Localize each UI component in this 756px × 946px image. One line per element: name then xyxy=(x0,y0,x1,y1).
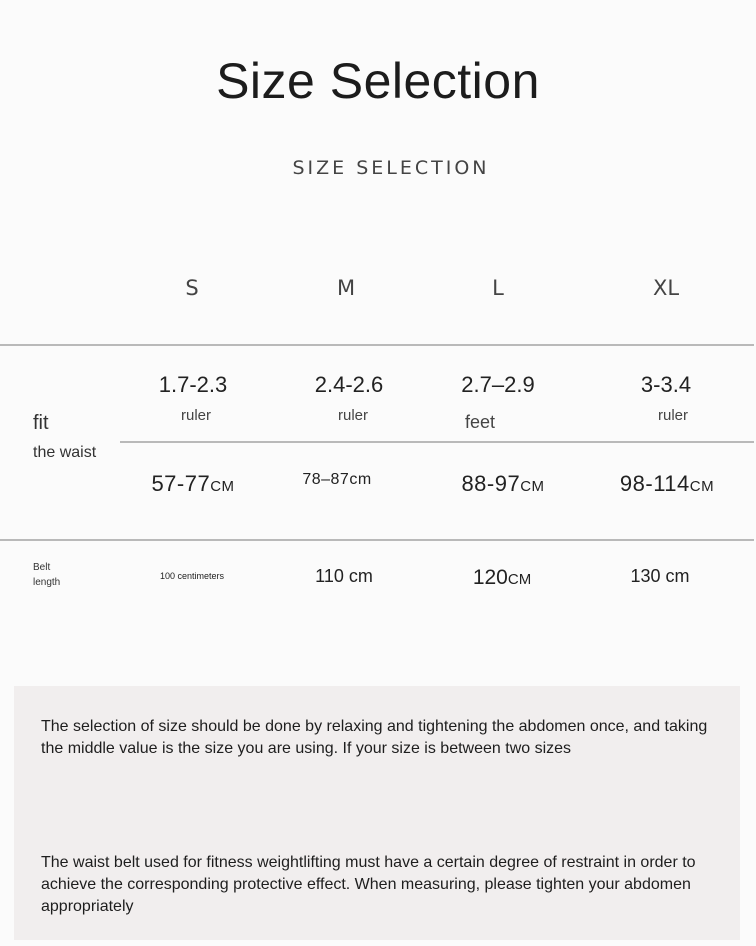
page-title: Size Selection xyxy=(216,53,540,109)
range-xl: 3-3.4 xyxy=(640,372,692,397)
waist-xl-value: 98-114 xyxy=(619,471,690,496)
row-label-belt: Belt xyxy=(33,562,51,573)
unit-l: feet xyxy=(464,412,496,432)
unit-xl: ruler xyxy=(657,407,688,424)
waist-l-unit: CM xyxy=(520,478,545,495)
waist-s-value: 57-77 xyxy=(151,471,211,496)
waist-s xyxy=(113,471,273,497)
table-divider-bottom xyxy=(0,539,754,541)
size-header-s: S xyxy=(185,276,199,300)
belt-l xyxy=(432,566,572,590)
belt-xl-value: 130 cm xyxy=(630,566,690,586)
range-l: 2.7–2.9 xyxy=(461,372,535,397)
range-m: 2.4-2.6 xyxy=(314,372,384,397)
belt-l-value: 120 xyxy=(472,566,508,589)
row-label-length: length xyxy=(33,577,61,588)
belt-m-value: 110 cm xyxy=(315,566,373,586)
note-size-advice: The selection of size should be done by relaxing and tightening the abdomen once, and taking the middle value is the size you are using. If your size is between two sizes xyxy=(41,718,708,757)
belt-s-value: 100 centimeters xyxy=(159,571,225,581)
table-divider-top xyxy=(0,344,754,346)
size-header-m: M xyxy=(336,276,356,300)
row-label-fit: fit xyxy=(33,412,49,434)
unit-m: ruler xyxy=(337,407,368,424)
size-header-xl: XL xyxy=(652,276,680,300)
waist-l xyxy=(423,471,583,497)
row-label-waist: the waist xyxy=(33,444,97,461)
belt-xl xyxy=(590,566,730,587)
waist-xl xyxy=(587,471,747,497)
belt-s xyxy=(122,566,262,583)
note-belt-restraint: The waist belt used for fitness weightlifting must have a certain degree of restraint in order to achieve the corresponding protective effect. When measuring, please tighten your abdomen appropriately xyxy=(41,854,696,915)
unit-s: ruler xyxy=(180,407,211,424)
belt-m xyxy=(274,566,414,587)
waist-l-value: 88-97 xyxy=(461,471,521,496)
waist-s-unit: CM xyxy=(210,478,235,495)
page-subtitle: SIZE SELECTION xyxy=(292,157,490,179)
belt-l-unit: CM xyxy=(507,571,532,588)
waist-m xyxy=(257,471,417,489)
waist-xl-unit: CM xyxy=(689,478,715,495)
waist-m-value: 78–87cm xyxy=(302,471,372,488)
table-divider-mid xyxy=(120,441,754,443)
size-header-l: L xyxy=(492,276,504,300)
range-s: 1.7-2.3 xyxy=(158,372,228,397)
